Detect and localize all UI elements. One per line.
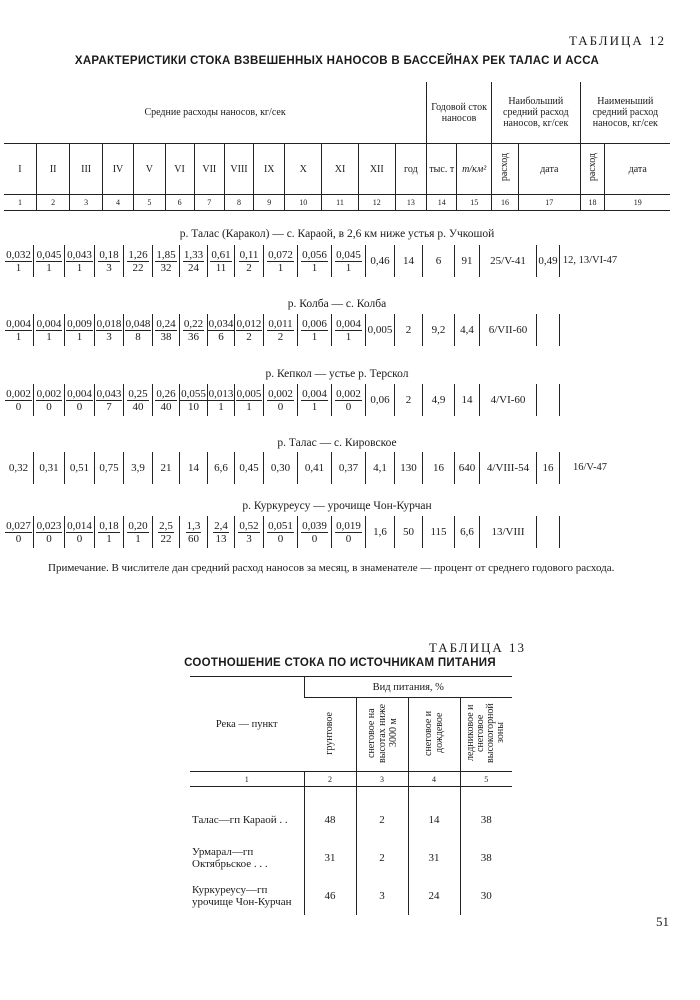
numerator: 21 — [160, 462, 172, 474]
month-value-cell — [153, 245, 180, 277]
month-header: V — [134, 144, 165, 195]
denominator: 0 — [76, 400, 83, 413]
numerator: 0,004 — [67, 387, 92, 400]
denominator: 60 — [188, 532, 199, 545]
month-header: III — [70, 144, 102, 195]
numerator: 2,5 — [159, 519, 173, 532]
max-flow-value: 91 — [455, 245, 480, 277]
month-header: XI — [322, 144, 359, 195]
denominator: 0 — [46, 532, 52, 545]
denominator: 0 — [277, 400, 284, 413]
month-value-cell — [180, 452, 208, 484]
feeding-type-header: Вид питания, % — [304, 677, 512, 698]
col-number: 2 — [36, 195, 70, 211]
month-value-cell — [180, 516, 208, 548]
col-number: 19 — [605, 195, 670, 211]
denominator: 8 — [135, 330, 141, 343]
month-value-cell — [208, 516, 235, 548]
col-number: 3 — [356, 772, 408, 787]
col-number: 1 — [4, 195, 36, 211]
month-value-cell — [153, 314, 180, 346]
numerator: 0,002 — [36, 387, 62, 400]
denominator: 22 — [160, 532, 172, 545]
numerator: 0,52 — [239, 519, 259, 532]
station-data-row — [4, 384, 670, 416]
month-value-cell — [124, 452, 153, 484]
month-value-cell — [180, 314, 208, 346]
numerator: 0,019 — [336, 519, 361, 532]
year-value: 1,6 — [366, 516, 395, 548]
min-date-value — [560, 384, 620, 416]
max-date-value: 6/VII-60 — [480, 314, 537, 346]
denominator: 7 — [106, 400, 112, 413]
month-header: IV — [102, 144, 133, 195]
numerator: 0,023 — [36, 519, 62, 532]
table-13 — [190, 676, 512, 915]
col-number: 8 — [224, 195, 253, 211]
table-12-header — [4, 82, 670, 211]
min-date-value: 12, 13/VI-47 — [562, 255, 618, 266]
numerator: 0,014 — [67, 519, 92, 532]
value-cell: 24 — [408, 877, 460, 915]
numerator: 0,011 — [268, 317, 293, 330]
numerator: 1,33 — [183, 248, 204, 261]
numerator: 0,51 — [69, 462, 90, 474]
month-value-cell — [180, 384, 208, 416]
month-value-cell — [235, 516, 264, 548]
numerator: 0,027 — [6, 519, 31, 532]
numerator: 0,039 — [302, 519, 327, 532]
denominator: 22 — [132, 261, 144, 274]
numerator: 0,009 — [67, 317, 92, 330]
numerator: 0,002 — [6, 387, 31, 400]
numerator: 0,25 — [128, 387, 148, 400]
month-value-cell — [332, 452, 366, 484]
min-date-value: 16/V-47 — [572, 462, 608, 473]
denominator: 1 — [76, 261, 83, 274]
month-value-cell — [298, 516, 332, 548]
month-value-cell — [95, 452, 124, 484]
min-date-value — [560, 314, 620, 346]
value-cell: 31 — [304, 839, 356, 877]
annual-tys-t: 130 — [395, 452, 423, 484]
snow-low-header: снеговое на высотах ниже 3000 м — [356, 698, 408, 772]
min-flow-header: Наименьший средний расход наносов, кг/сек — [580, 82, 670, 144]
numerator: 0,004 — [6, 317, 31, 330]
numerator: 0,012 — [236, 317, 262, 330]
denominator: 0 — [46, 400, 52, 413]
col-number: 16 — [491, 195, 518, 211]
min-flow-value: 16 — [537, 452, 560, 484]
denominator: 1 — [246, 400, 252, 413]
numerator: 0,045 — [36, 248, 62, 261]
max-flow-value: 14 — [455, 384, 480, 416]
table-12-number: ТАБЛИЦА 12 — [568, 33, 666, 48]
station-data-row — [4, 516, 670, 548]
numerator: 0,002 — [268, 387, 293, 400]
col-number: 11 — [322, 195, 359, 211]
annual-tys-t: 2 — [395, 384, 423, 416]
month-value-cell — [235, 245, 264, 277]
month-value-cell — [153, 452, 180, 484]
month-value-cell — [298, 314, 332, 346]
river-point: Урмарал—гп Октябрьское . . . — [192, 846, 268, 870]
col-number: 1 — [190, 772, 304, 787]
month-value-cell — [235, 384, 264, 416]
numerator: 0,32 — [8, 462, 29, 474]
annual-runoff-header: Годовой сток наносов — [427, 82, 492, 144]
denominator: 13 — [215, 532, 227, 545]
denominator: 0 — [345, 532, 352, 545]
denominator: 24 — [188, 261, 199, 274]
col-number: 7 — [194, 195, 224, 211]
tys-t-header: тыс. т — [427, 144, 457, 195]
max-flow-value: 4,4 — [455, 314, 480, 346]
max-date-value: 4/VI-60 — [480, 384, 537, 416]
numerator: 0,18 — [99, 248, 119, 261]
month-value-cell — [235, 452, 264, 484]
month-value-cell — [264, 452, 298, 484]
station-data-row — [4, 452, 670, 484]
numerator: 0,11 — [239, 248, 259, 261]
min-date-value — [560, 516, 620, 548]
max-date-value: 4/VIII-54 — [480, 452, 537, 484]
min-flow-sub: расход — [580, 144, 605, 195]
col-number: 18 — [580, 195, 605, 211]
col-number: 4 — [102, 195, 133, 211]
month-value-cell — [95, 245, 124, 277]
denominator: 0 — [345, 400, 352, 413]
month-value-cell — [208, 384, 235, 416]
col-number: 4 — [408, 772, 460, 787]
denominator: 0 — [76, 532, 83, 545]
month-value-cell — [95, 384, 124, 416]
min-flow-value: 0,49 — [537, 245, 560, 277]
numerator: 3,9 — [131, 462, 145, 474]
numerator: 0,043 — [96, 387, 122, 400]
min-flow-value — [537, 314, 560, 346]
min-date-sub: дата — [605, 144, 670, 195]
month-header: II — [36, 144, 70, 195]
year-value: 0,005 — [366, 314, 395, 346]
numerator: 0,056 — [302, 248, 327, 261]
month-header: I — [4, 144, 36, 195]
annual-t-km2: 115 — [423, 516, 455, 548]
numerator: 0,75 — [99, 462, 119, 474]
numerator: 0,072 — [268, 248, 293, 261]
annual-t-km2: 9,2 — [423, 314, 455, 346]
station-title: р. Куркуреусу — урочище Чон-Курчан — [242, 500, 432, 512]
snow-rain-header: снеговое и дождевое — [408, 698, 460, 772]
numerator: 0,61 — [211, 248, 231, 261]
denominator: 0 — [311, 532, 318, 545]
numerator: 0,24 — [156, 317, 176, 330]
month-value-cell — [298, 245, 332, 277]
page-number: 51 — [656, 914, 669, 929]
month-value-cell — [4, 452, 34, 484]
numerator: 0,20 — [128, 519, 148, 532]
value-cell: 2 — [356, 839, 408, 877]
numerator: 0,043 — [67, 248, 92, 261]
value-cell: 2 — [356, 801, 408, 839]
month-value-cell — [34, 245, 65, 277]
max-flow-header: Наибольший средний расход наносов, кг/сек — [491, 82, 580, 144]
max-date-value: 25/V-41 — [480, 245, 537, 277]
station-title: р. Талас (Каракол) — с. Карaой, в 2,6 км ниже устья р. Учкошой — [179, 228, 495, 240]
value-cell: 46 — [304, 877, 356, 915]
year-value: 0,46 — [366, 245, 395, 277]
month-value-cell — [208, 245, 235, 277]
denominator: 0 — [15, 532, 22, 545]
numerator: 1,3 — [186, 519, 201, 532]
glacier-header: ледниковое и снеговое высокогорной зоны — [460, 698, 512, 772]
max-date-sub: дата — [519, 144, 581, 195]
month-header: VII — [194, 144, 224, 195]
max-flow-value: 640 — [455, 452, 480, 484]
numerator: 0,018 — [96, 317, 122, 330]
col-number: 5 — [460, 772, 512, 787]
numerator: 0,004 — [336, 317, 361, 330]
annual-tys-t: 50 — [395, 516, 423, 548]
numerator: 1,85 — [156, 248, 176, 261]
value-cell: 48 — [304, 801, 356, 839]
denominator: 0 — [15, 400, 22, 413]
month-value-cell — [153, 516, 180, 548]
month-value-cell — [208, 314, 235, 346]
month-value-cell — [34, 452, 65, 484]
annual-t-km2: 6 — [423, 245, 455, 277]
numerator: 0,22 — [183, 317, 204, 330]
month-value-cell — [180, 245, 208, 277]
min-flow-value — [537, 384, 560, 416]
month-header: XII — [358, 144, 395, 195]
month-value-cell — [65, 516, 95, 548]
numerator: 0,005 — [236, 387, 262, 400]
month-value-cell — [34, 516, 65, 548]
month-value-cell — [332, 384, 366, 416]
annual-t-km2: 16 — [423, 452, 455, 484]
year-header: год — [395, 144, 427, 195]
month-value-cell — [235, 314, 264, 346]
value-cell: 30 — [460, 877, 512, 915]
month-header: VIII — [224, 144, 253, 195]
col-number: 2 — [304, 772, 356, 787]
denominator: 3 — [106, 261, 112, 274]
denominator: 2 — [246, 261, 252, 274]
annual-tys-t: 14 — [395, 245, 423, 277]
numerator: 0,048 — [125, 317, 151, 330]
month-value-cell — [4, 384, 34, 416]
denominator: 11 — [215, 261, 227, 274]
table-13-title: СООТНОШЕНИЕ СТОКА ПО ИСТОЧНИКАМ ПИТАНИЯ — [184, 657, 496, 669]
month-value-cell — [4, 245, 34, 277]
col-number: 12 — [358, 195, 395, 211]
avg-flow-header: Средние расходы наносов, кг/сек — [4, 82, 427, 144]
month-value-cell — [124, 314, 153, 346]
numerator: 0,034 — [208, 317, 234, 330]
month-value-cell — [264, 314, 298, 346]
max-flow-sub: расход — [491, 144, 518, 195]
annual-tys-t: 2 — [395, 314, 423, 346]
denominator: 1 — [76, 330, 83, 343]
denominator: 1 — [46, 330, 52, 343]
denominator: 1 — [345, 330, 352, 343]
station-title: р. Кепкол — устье р. Терскол — [265, 368, 409, 380]
col-number: 17 — [519, 195, 581, 211]
table-row — [190, 839, 512, 877]
denominator: 1 — [15, 330, 22, 343]
month-value-cell — [332, 516, 366, 548]
numerator: 1,26 — [128, 248, 148, 261]
denominator: 0 — [277, 532, 284, 545]
numerator: 0,41 — [304, 462, 325, 474]
col-number: 5 — [134, 195, 165, 211]
month-value-cell — [332, 314, 366, 346]
value-cell: 31 — [408, 839, 460, 877]
month-value-cell — [298, 452, 332, 484]
col-number: 10 — [285, 195, 322, 211]
denominator: 36 — [188, 330, 199, 343]
value-cell: 38 — [460, 839, 512, 877]
table-12-title: ХАРАКТЕРИСТИКИ СТОКА ВЗВЕШЕННЫХ НАНОСОВ В БАССЕЙНАХ РЕК ТАЛАС И АССА — [74, 55, 600, 67]
denominator: 1 — [218, 400, 224, 413]
year-value: 4,1 — [366, 452, 395, 484]
month-value-cell — [34, 314, 65, 346]
denominator: 38 — [160, 330, 172, 343]
month-header: VI — [165, 144, 194, 195]
groundwater-header: грунтовое — [304, 698, 356, 772]
month-value-cell — [264, 245, 298, 277]
numerator: 0,006 — [302, 317, 327, 330]
numerator: 0,26 — [156, 387, 176, 400]
col-number: 14 — [427, 195, 457, 211]
numerator: 2,4 — [214, 519, 228, 532]
station-title: р. Колба — с. Колба — [287, 298, 387, 310]
month-value-cell — [95, 314, 124, 346]
max-date-value: 13/VIII — [480, 516, 537, 548]
value-cell: 3 — [356, 877, 408, 915]
month-value-cell — [124, 245, 153, 277]
river-point-header: Река — пункт — [190, 677, 304, 772]
numerator: 0,051 — [268, 519, 293, 532]
denominator: 1 — [277, 261, 284, 274]
month-value-cell — [95, 516, 124, 548]
denominator: 40 — [160, 400, 172, 413]
numerator: 14 — [188, 462, 199, 474]
col-number: 6 — [165, 195, 194, 211]
month-value-cell — [65, 452, 95, 484]
station-data-row — [4, 245, 670, 277]
month-value-cell — [65, 384, 95, 416]
denominator: 2 — [277, 330, 284, 343]
station-title: р. Талас — с. Кировское — [277, 437, 397, 449]
table-12-note: Примечание. В числителе дан средний расход наносов за месяц, в знаменателе — процент от среднего годового расхода. — [48, 562, 615, 574]
month-value-cell — [65, 314, 95, 346]
month-value-cell — [124, 516, 153, 548]
numerator: 0,002 — [336, 387, 361, 400]
month-value-cell — [208, 452, 235, 484]
max-flow-value: 6,6 — [455, 516, 480, 548]
month-header: IX — [254, 144, 285, 195]
denominator: 1 — [135, 532, 141, 545]
denominator: 32 — [160, 261, 172, 274]
numerator: 0,30 — [270, 462, 291, 474]
min-flow-value — [537, 516, 560, 548]
denominator: 1 — [15, 261, 22, 274]
numerator: 0,45 — [239, 462, 259, 474]
denominator: 3 — [246, 532, 252, 545]
month-value-cell — [264, 384, 298, 416]
table-13-number: ТАБЛИЦА 13 — [428, 640, 526, 655]
numerator: 0,18 — [99, 519, 119, 532]
numerator: 0,004 — [302, 387, 327, 400]
col-number: 15 — [457, 195, 492, 211]
month-value-cell — [4, 516, 34, 548]
col-number: 13 — [395, 195, 427, 211]
numerator: 0,032 — [6, 248, 31, 261]
year-value: 0,06 — [366, 384, 395, 416]
denominator: 6 — [218, 330, 224, 343]
numerator: 0,37 — [338, 462, 359, 474]
numerator: 6,6 — [214, 462, 228, 474]
denominator: 1 — [345, 261, 352, 274]
river-point: Талас—гп Карaой . . — [192, 814, 288, 826]
denominator: 1 — [46, 261, 52, 274]
month-value-cell — [298, 384, 332, 416]
col-number: 9 — [254, 195, 285, 211]
denominator: 1 — [311, 400, 318, 413]
denominator: 40 — [132, 400, 144, 413]
month-value-cell — [65, 245, 95, 277]
value-cell: 14 — [408, 801, 460, 839]
annual-t-km2: 4,9 — [423, 384, 455, 416]
denominator: 2 — [246, 330, 252, 343]
month-value-cell — [264, 516, 298, 548]
table-row — [190, 877, 512, 915]
value-cell: 38 — [460, 801, 512, 839]
col-number: 3 — [70, 195, 102, 211]
denominator: 1 — [106, 532, 112, 545]
denominator: 1 — [311, 261, 318, 274]
numerator: 0,055 — [181, 387, 206, 400]
month-value-cell — [332, 245, 366, 277]
month-value-cell — [124, 384, 153, 416]
denominator: 1 — [311, 330, 318, 343]
month-header: X — [285, 144, 322, 195]
denominator: 10 — [188, 400, 199, 413]
numerator: 0,31 — [39, 462, 59, 474]
numerator: 0,004 — [36, 317, 62, 330]
t-km2-header: т/км² — [457, 144, 492, 195]
numerator: 0,045 — [336, 248, 361, 261]
month-value-cell — [153, 384, 180, 416]
month-value-cell — [34, 384, 65, 416]
denominator: 3 — [106, 330, 112, 343]
river-point: Куркуреусу—гп урочище Чон-Курчан — [192, 884, 292, 908]
station-data-row — [4, 314, 670, 346]
table-row — [190, 801, 512, 839]
numerator: 0,013 — [208, 387, 234, 400]
month-value-cell — [4, 314, 34, 346]
